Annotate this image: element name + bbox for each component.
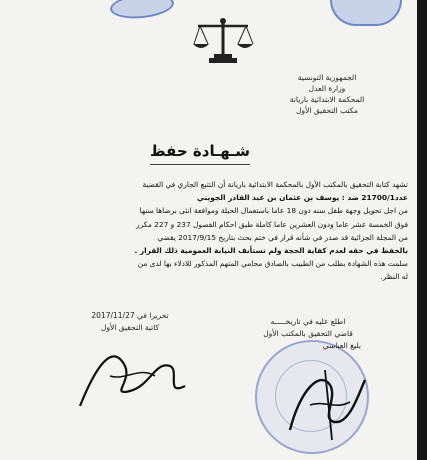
judge-name: بليغ العباسي: [322, 341, 361, 350]
header-office: مكتب التحقيق الأول: [296, 106, 358, 115]
body-line: له النظر.: [380, 272, 408, 282]
title-underline: [150, 164, 250, 165]
judge-signature: [270, 350, 380, 450]
header-court: المحكمة الابتدائية باريانة: [289, 95, 365, 104]
body-line: تشهد كتابة التحقيق بالمكتب الأول بالمحكمة الابتدائية باريانة أن التتبع الجاري في القضية: [142, 180, 408, 189]
reviewed-on: اطلع عليه في تاريخـــــه: [270, 317, 346, 326]
header-ministry: وزارة العدل: [308, 84, 346, 93]
body-line: عدد21700/1 ضد : يوسف بن عثمان بن عبد القادر الجويني: [197, 193, 408, 203]
clerk-title: كاتبة التحقيق الأول: [100, 323, 160, 332]
stamp-top-right: [330, 0, 402, 26]
document-header: [257, 72, 397, 116]
scales-of-justice-icon: [192, 16, 254, 66]
body-line: من اجل تحويل وجهة طفل سنه دون 18 عاما باستعمال الحيلة وموافعة انثى برضاها سنها: [139, 206, 408, 216]
clerk-signature: [70, 336, 190, 416]
judge-title: قاضي التحقيق بالمكتب الأول: [263, 329, 353, 338]
body-line: سلمت هذه الشهادة بطلب من الطبيب بالصادق محامي المتهم المذكور للادلاء بها لدى من: [137, 259, 408, 269]
body-line: فوق الخمسة عشر عاما ودون العشرين عاما كاملة طبق احكام الفصول 237 و 227 مكرر: [136, 219, 408, 229]
judge-signature-block: [233, 316, 383, 352]
issue-date: تحريرا في 2017/11/27: [91, 311, 169, 320]
clerk-signature-block: [60, 310, 200, 334]
document-title: شـهـادة حفظ: [150, 142, 250, 160]
stamp-top-left: [109, 0, 175, 21]
document-body: [14, 178, 408, 284]
header-republic: الجمهورية التونسية: [297, 73, 357, 82]
photo-dark-edge: [417, 0, 427, 460]
body-line: من المجلة الجزائية قد صدر في شأنه قرار في ختم بحث بتاريخ 2017/9/15 يقضي: [157, 232, 408, 242]
body-line: بالحفظ في حقه لعدم كفاية الحجة ولم تستأنف النيابة العمومية ذلك القرار .: [134, 246, 408, 256]
